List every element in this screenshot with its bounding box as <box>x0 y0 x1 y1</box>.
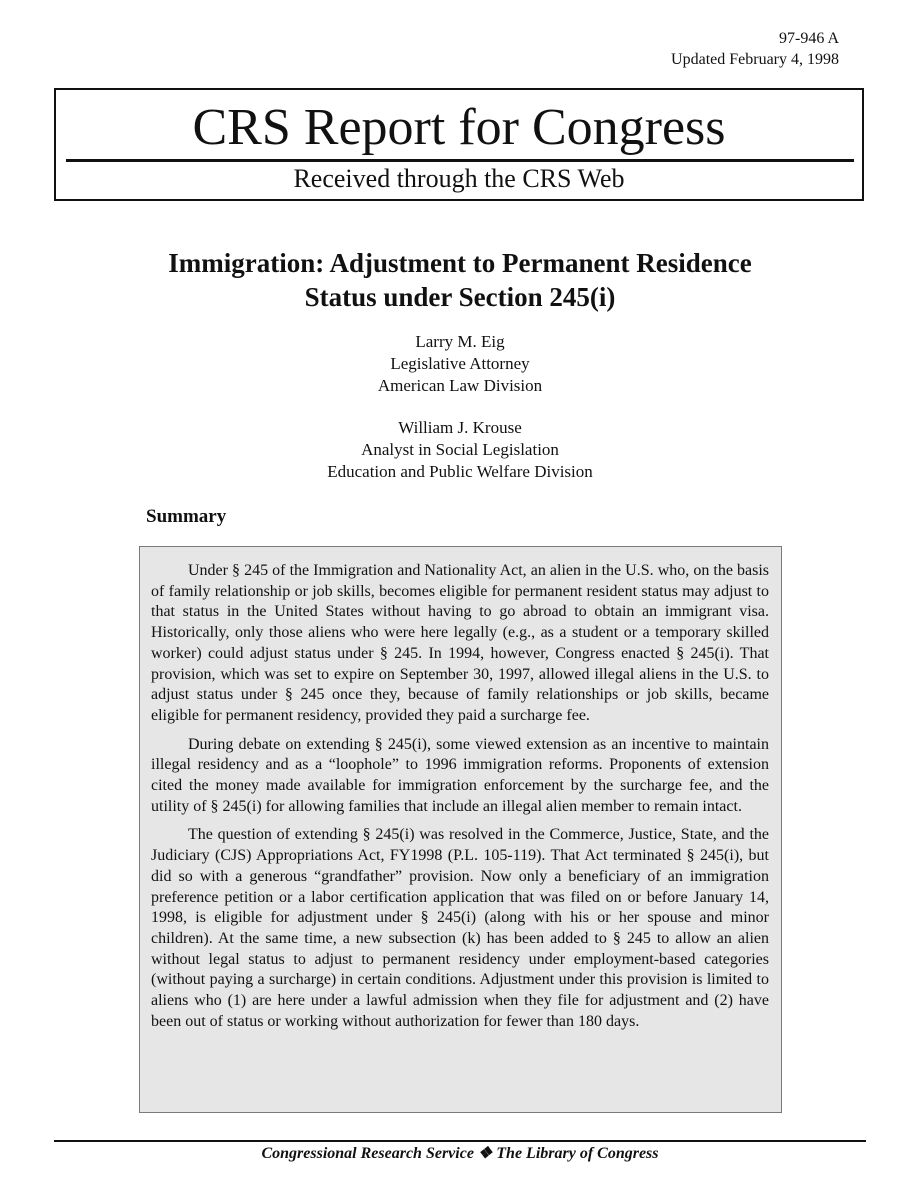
author-title: Analyst in Social Legislation <box>361 440 559 459</box>
summary-paragraph-3: The question of extending § 245(i) was resolved in the Commerce, Justice, State, and the Judiciary (CJS) Appropriations Act, FY1998 (P.L. 105-119). That Act terminated § 245(i), but did so with a generous “grandfather” provision. Now only a beneficiary of an immigration preference petition or a labor certification application that was filed on or before January 14, 1998, is eligible for adjustment under § 245(i) (along with his or her spouse and minor children). At the same time, a new subsection (k) has been added to § 245 to allow an alien without legal status to adjust to permanent residency under employment-based categories (without paying a surcharge) in certain conditions. Adjustment under this provision is limited to aliens who (1) are here under a lawful admission when they file for adjustment and (2) have been out of status or working without authorization for fewer than 180 days. <box>151 826 769 1030</box>
summary-box <box>139 546 782 1113</box>
document-title-line-2: Status under Section 245(i) <box>304 282 616 312</box>
summary-paragraph-2: During debate on extending § 245(i), some viewed extension as an incentive to maintain illegal residency and as a “loophole” to 1996 immigration reforms. Proponents of extension cited the money made available for immigration enforcement by the surcharge fee, and the utility of § 245(i) for allowing families that include an illegal alien member to remain intact. <box>151 735 769 815</box>
summary-paragraph-1: Under § 245 of the Immigration and Nationality Act, an alien in the U.S. who, on the basis of family relationship or job skills, becomes eligible for permanent resident status may adjust to that status in the United States without having to go abroad to obtain an immigrant visa. Historically, only those aliens who were here legally (e.g., as a student or a temporary skilled worker) could adjust status under § 245. In 1994, however, Congress enacted § 245(i). That provision, which was set to expire on September 30, 1997, allowed illegal aliens in the U.S. to adjust status under § 245 once they, because of family relationships or job skills, became eligible for permanent residency, provided they paid a surcharge fee. <box>151 562 769 724</box>
masthead <box>54 88 864 201</box>
author-title: Legislative Attorney <box>390 354 530 373</box>
footer-rule <box>54 1140 866 1142</box>
summary-heading: Summary <box>146 506 227 527</box>
footer-text: Congressional Research Service ❖ The Library of Congress <box>261 1145 659 1162</box>
document-title <box>90 246 830 314</box>
author-division: American Law Division <box>377 376 543 395</box>
author-block-2 <box>0 417 920 483</box>
author-division: Education and Public Welfare Division <box>327 462 593 481</box>
document-title-line-1: Immigration: Adjustment to Permanent Residence <box>168 248 752 278</box>
author-name: William J. Krouse <box>398 418 522 437</box>
author-block-1 <box>0 331 920 397</box>
report-number: 97-946 A <box>779 30 839 47</box>
masthead-subtitle: Received through the CRS Web <box>293 164 625 193</box>
author-name: Larry M. Eig <box>415 332 505 351</box>
masthead-title: CRS Report for Congress <box>192 99 726 156</box>
masthead-rule <box>66 159 854 162</box>
updated-date: Updated February 4, 1998 <box>671 51 839 68</box>
report-meta <box>671 28 839 70</box>
